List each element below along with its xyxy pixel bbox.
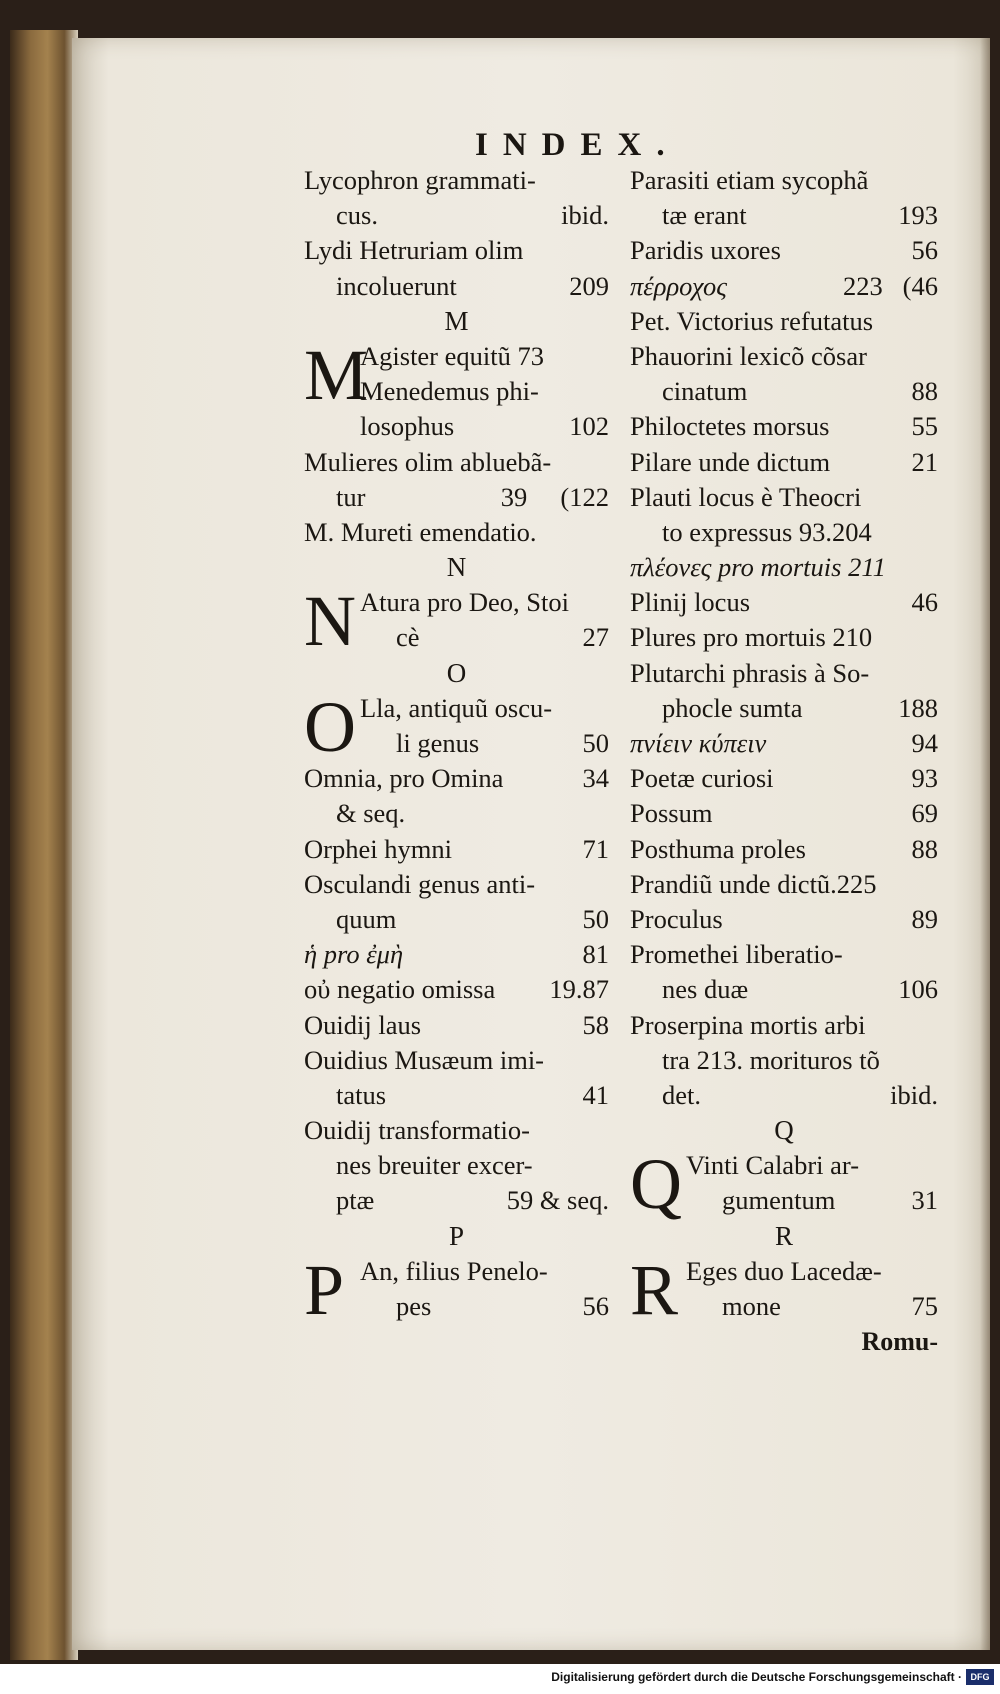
entry-term: Plutarchi phrasis à So- — [630, 657, 870, 688]
entry-line — [304, 937, 609, 972]
entry-term: quum — [336, 903, 397, 934]
entry-line — [630, 796, 938, 831]
entry-line — [630, 515, 938, 550]
entry-term: cus. — [336, 200, 378, 231]
index-entry — [630, 796, 938, 831]
entry-line — [304, 445, 609, 480]
index-column-right — [630, 163, 938, 1359]
index-entry — [630, 832, 938, 867]
index-entry — [304, 515, 609, 550]
entry-line — [630, 691, 938, 726]
entry-line — [630, 937, 938, 972]
drop-capital: Q — [630, 1144, 682, 1225]
entry-page-ref: 34 — [582, 763, 609, 794]
entry-line — [630, 339, 938, 374]
entry-page-ref: 102 — [569, 411, 609, 442]
index-entry — [630, 656, 938, 726]
entry-line — [630, 761, 938, 796]
drop-capital: M — [304, 334, 369, 415]
entry-term: nes duæ — [662, 974, 749, 1005]
entry-term: Vinti Calabri ar- — [686, 1150, 860, 1181]
entry-term: Agister equitũ 73 — [360, 340, 544, 371]
entry-line — [304, 163, 609, 198]
entry-page-ref: 193 — [898, 200, 938, 231]
entry-term: Proculus — [630, 903, 723, 934]
entry-term: Atura pro Deo, Stoi — [360, 587, 570, 618]
entry-term: οὐ negatio omissa — [304, 974, 496, 1005]
entry-term: Proserpina mortis arbi — [630, 1009, 866, 1040]
entry-line — [304, 972, 609, 1007]
index-entry — [630, 761, 938, 796]
entry-page-ref: 71 — [582, 833, 609, 864]
index-entry-dropcap — [304, 1249, 609, 1330]
entry-line — [630, 445, 938, 480]
index-entry — [304, 1008, 609, 1043]
entry-line — [630, 480, 938, 515]
entry-page-ref: 209 — [569, 270, 609, 301]
letter-heading: M — [444, 305, 469, 336]
entry-line — [304, 515, 609, 550]
entry-term: Promethei liberatio- — [630, 939, 843, 970]
entry-page-ref: 56 — [911, 235, 938, 266]
entry-term: Ouidius Musæum imi- — [304, 1044, 545, 1075]
footer-credit-text: Digitalisierung gefördert durch die Deutsche Forschungsgemeinschaft · — [551, 1670, 962, 1684]
index-entry — [304, 233, 609, 303]
entry-line — [630, 902, 938, 937]
index-entry — [630, 163, 938, 233]
entry-term: nes breuiter excer- — [336, 1150, 533, 1181]
entry-page-ref: 55 — [911, 411, 938, 442]
entry-term: πέρροχος — [630, 270, 727, 301]
entry-line — [630, 550, 938, 585]
entry-term: Lycophron grammati- — [304, 165, 536, 195]
entry-line — [304, 1148, 609, 1183]
entry-term: Paridis uxores — [630, 235, 781, 266]
entry-line — [630, 198, 938, 233]
entry-page-ref: 88 — [911, 833, 938, 864]
index-entry-dropcap — [304, 686, 609, 767]
entry-page-ref: 75 — [911, 1291, 938, 1322]
letter-heading: P — [448, 1220, 465, 1251]
entry-term: Posthuma proles — [630, 833, 806, 864]
entry-term: tæ erant — [662, 200, 747, 231]
index-entry-dropcap — [304, 334, 609, 445]
entry-term: πνίειν κύπειν — [630, 728, 767, 758]
entry-line — [630, 163, 938, 198]
entry-term: An, filius Penelo- — [360, 1255, 548, 1286]
entry-term: Pet. Victorius refutatus — [630, 305, 874, 336]
index-entry — [304, 1113, 609, 1219]
entry-term: Possum — [630, 798, 713, 829]
index-entry — [630, 937, 938, 1007]
entry-line — [304, 761, 609, 796]
letter-heading: R — [774, 1220, 793, 1251]
entry-term: ptæ — [336, 1185, 375, 1216]
entry-page-ref: ibid. — [561, 200, 609, 231]
entry-term: M. Mureti emendatio. — [304, 516, 537, 547]
drop-capital: N — [304, 581, 356, 662]
index-entry — [630, 585, 938, 620]
entry-page-ref: 39 (122 — [500, 481, 609, 512]
index-entry — [630, 726, 938, 761]
entry-page-ref: 106 — [898, 974, 938, 1005]
entry-line — [304, 233, 609, 268]
entry-term: Ouidij laus — [304, 1009, 422, 1040]
entry-term: Omnia, pro Omina — [304, 763, 504, 794]
entry-line — [304, 867, 609, 902]
entry-page-ref: 223 (46 — [843, 270, 938, 301]
entry-term: det. — [662, 1079, 701, 1110]
entry-term: & seq. — [336, 798, 406, 829]
entry-term: Plinij locus — [630, 587, 751, 618]
entry-term: tur — [336, 481, 366, 512]
entry-line — [304, 1008, 609, 1043]
entry-term: Poetæ curiosi — [630, 763, 774, 794]
entry-term: Pilare unde dictum — [630, 446, 831, 477]
entry-line — [304, 269, 609, 304]
entry-line — [630, 726, 938, 761]
entry-page-ref: 21 — [911, 446, 938, 477]
letter-heading: Q — [774, 1115, 794, 1146]
entry-page-ref: 58 — [582, 1009, 609, 1040]
entry-line — [304, 796, 609, 831]
entry-term: Plauti locus è Theocri — [630, 481, 862, 512]
index-entry-dropcap — [304, 581, 609, 662]
entry-page-ref: 89 — [911, 903, 938, 934]
entry-line — [630, 832, 938, 867]
drop-capital: R — [630, 1249, 679, 1330]
index-entry — [304, 163, 609, 233]
index-entry — [630, 304, 938, 339]
entry-line — [304, 1289, 609, 1324]
entry-term: incoluerunt — [336, 270, 457, 301]
entry-term: Plures pro mortuis 210 — [630, 622, 873, 653]
index-entry — [304, 445, 609, 515]
book-spine-edge — [10, 30, 78, 1660]
index-entry — [304, 832, 609, 867]
entry-term: Parasiti etiam sycophã — [630, 165, 869, 195]
entry-page-ref: 94 — [911, 728, 938, 758]
entry-line — [630, 1043, 938, 1078]
entry-term: Eges duo Lacedæ- — [686, 1255, 882, 1286]
catchword: Romu- — [861, 1327, 938, 1357]
drop-capital: O — [304, 686, 356, 767]
entry-term: Lla, antiquũ oscu- — [360, 692, 553, 723]
entry-term: to expressus 93.204 — [662, 516, 872, 547]
entry-line — [630, 304, 938, 339]
entry-term: mone — [722, 1291, 781, 1322]
entry-page-ref: 59 & seq. — [506, 1185, 609, 1216]
entry-line — [630, 620, 938, 655]
entry-term: Prandiũ unde dictũ.225 — [630, 868, 877, 899]
index-entry — [630, 339, 938, 409]
index-entry — [630, 480, 938, 550]
index-entry — [630, 445, 938, 480]
entry-term: gumentum — [722, 1185, 836, 1216]
letter-heading: N — [446, 552, 467, 583]
entry-term: Orphei hymni — [304, 833, 452, 864]
index-entry — [630, 233, 938, 268]
entry-term: tra 213. morituros tõ — [662, 1044, 880, 1075]
index-entry — [304, 972, 609, 1007]
entry-line — [630, 585, 938, 620]
index-entry-dropcap — [630, 1249, 938, 1330]
entry-line — [304, 198, 609, 233]
entry-term: Osculandi genus anti- — [304, 868, 536, 899]
entry-line — [630, 656, 938, 691]
entry-page-ref: 19.87 — [549, 974, 609, 1005]
entry-term: cinatum — [662, 376, 748, 407]
dfg-logo-icon: DFG — [966, 1669, 994, 1685]
index-entry — [304, 937, 609, 972]
entry-line — [630, 972, 938, 1007]
entry-page-ref: 50 — [582, 728, 609, 759]
entry-term: losophus — [360, 411, 455, 442]
entry-term: Phauorini lexicõ cõsar — [630, 340, 867, 371]
entry-line — [630, 374, 938, 409]
entry-page-ref: 46 — [911, 587, 938, 618]
drop-capital: P — [304, 1249, 345, 1330]
entry-term: Ouidij transformatio- — [304, 1115, 530, 1146]
index-entry — [630, 620, 938, 655]
entry-term: phocle sumta — [662, 692, 803, 723]
index-entry — [630, 550, 938, 585]
index-entry — [630, 269, 938, 304]
entry-page-ref: 81 — [582, 939, 609, 970]
entry-term: Lydi Hetruriam olim — [304, 235, 524, 266]
entry-line — [630, 867, 938, 902]
entry-page-ref: 69 — [911, 798, 938, 829]
index-entry — [304, 761, 609, 831]
entry-page-ref: 93 — [911, 763, 938, 794]
index-entry — [630, 409, 938, 444]
entry-term: πλέονες pro mortuis 211 — [630, 552, 886, 583]
entry-page-ref: 31 — [911, 1185, 938, 1216]
entry-term: pes — [396, 1291, 432, 1322]
entry-term: Mulieres olim abluebã- — [304, 446, 552, 477]
entry-line — [304, 1254, 609, 1289]
index-entry — [630, 867, 938, 902]
entry-line — [304, 1183, 609, 1218]
digitization-footer — [0, 1664, 1000, 1694]
page-header: INDEX. — [475, 127, 680, 163]
entry-page-ref: 88 — [911, 376, 938, 407]
index-entry — [630, 902, 938, 937]
entry-line — [630, 409, 938, 444]
entry-term: cè — [396, 622, 420, 653]
index-entry — [304, 1043, 609, 1113]
entry-line — [630, 1008, 938, 1043]
entry-line — [304, 1043, 609, 1078]
entry-line — [304, 1113, 609, 1148]
entry-term: Philoctetes morsus — [630, 411, 830, 442]
entry-term: tatus — [336, 1079, 387, 1110]
index-entry — [304, 867, 609, 937]
entry-line — [630, 1078, 938, 1113]
index-entry — [630, 1008, 938, 1114]
entry-line — [630, 233, 938, 268]
entry-page-ref: 50 — [582, 903, 609, 934]
entry-line — [304, 480, 609, 515]
entry-page-ref: 41 — [582, 1079, 609, 1110]
entry-term: ἡ pro ἐμὴ — [304, 939, 404, 970]
entry-line — [304, 1078, 609, 1113]
entry-page-ref: ibid. — [890, 1079, 938, 1110]
index-column-left — [304, 163, 609, 1330]
entry-line — [630, 269, 938, 304]
entry-page-ref: 188 — [898, 692, 938, 723]
entry-line — [304, 832, 609, 867]
entry-line — [304, 902, 609, 937]
letter-heading: O — [446, 657, 467, 688]
entry-term: Menedemus phi- — [360, 376, 539, 407]
entry-page-ref: 56 — [582, 1291, 609, 1322]
index-entry-dropcap — [630, 1144, 938, 1225]
entry-page-ref: 27 — [582, 622, 609, 653]
entry-term: li genus — [396, 728, 480, 759]
